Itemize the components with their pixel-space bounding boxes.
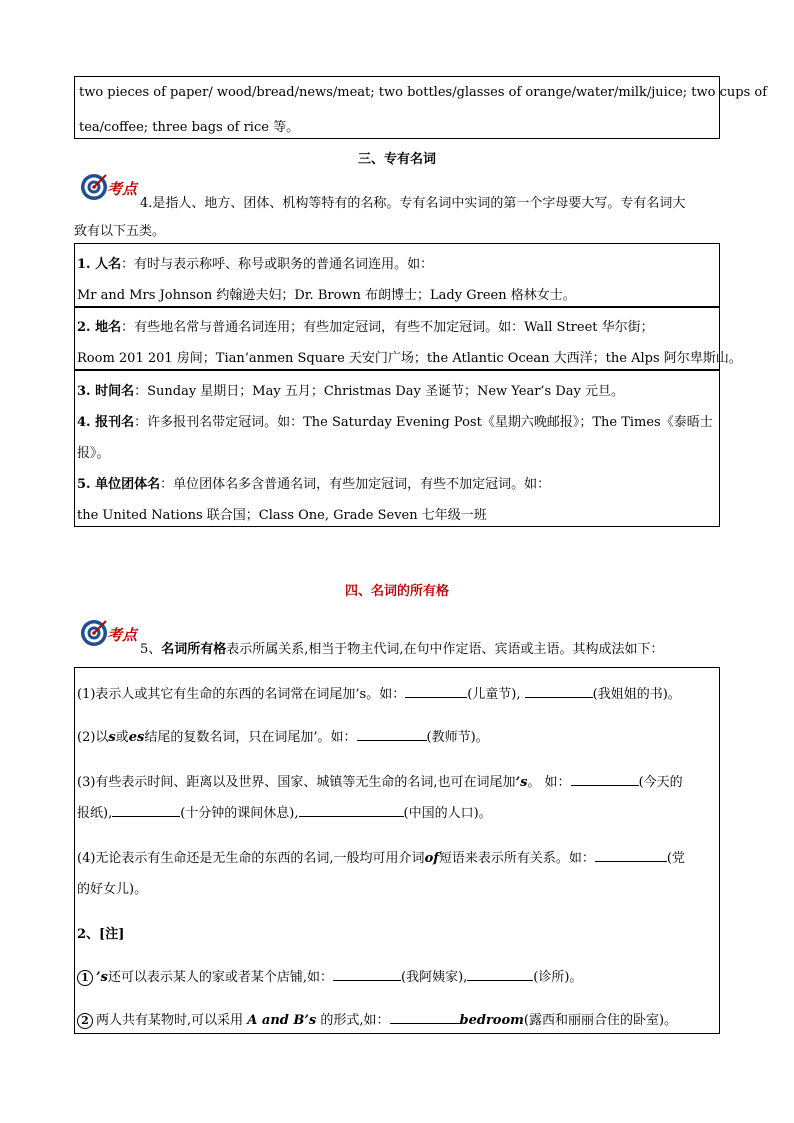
org-names-example: the United Nations 联合国；Class One, Grade Seven 七年级一班 bbox=[77, 508, 487, 523]
rule-3-mid: 。 如： bbox=[527, 775, 571, 790]
rule-3 bbox=[77, 771, 719, 790]
press-names-line bbox=[77, 411, 719, 430]
note-1-s: ’s bbox=[96, 970, 108, 985]
time-press-org-box bbox=[74, 370, 720, 527]
rule-1 bbox=[77, 683, 719, 702]
person-names-example: Mr and Mrs Johnson 约翰逊夫妇；Dr. Brown 布朗博士；Lady Green 格林女士。 bbox=[77, 288, 576, 303]
collective-examples-line1: two pieces of paper/ wood/bread/news/meat; two bottles/glasses of orange/water/milk/juice; two cups of bbox=[79, 85, 768, 100]
note-1 bbox=[77, 966, 719, 986]
place-names-label: 2. 地名 bbox=[77, 320, 122, 335]
person-names-label: 1. 人名 bbox=[77, 257, 122, 272]
possessive-intro-text: 表示所属关系,相当于物主代词,在句中作定语、宾语或主语。其构成法如下： bbox=[226, 642, 664, 657]
rule-2-or: 或 bbox=[115, 730, 129, 745]
rule-4-hint-1: (党 bbox=[666, 851, 685, 866]
rule-2-text: (2)以 bbox=[77, 730, 109, 745]
answer-blank[interactable] bbox=[299, 804, 404, 817]
rule-3-hint-1: (今天的 bbox=[638, 775, 683, 790]
rule-3-hint-3: (中国的人口)。 bbox=[403, 806, 492, 821]
place-names-example: Room 201 201 房间；Tian’anmen Square 天安门广场；the Atlantic Ocean 大西洋；the Alps 阿尔卑斯山。 bbox=[77, 351, 742, 366]
rule-4-of: of bbox=[424, 851, 439, 866]
place-names-line bbox=[77, 316, 719, 335]
rule-4 bbox=[77, 847, 719, 866]
note-heading: 2、[注] bbox=[77, 927, 125, 942]
note-2-mid: 的形式,如： bbox=[320, 1013, 390, 1028]
target-icon bbox=[79, 172, 109, 202]
person-names-line bbox=[77, 253, 719, 272]
rule-2 bbox=[77, 726, 719, 745]
time-names-text: ：Sunday 星期日；May 五月；Christmas Day 圣诞节；New Year’s Day 元旦。 bbox=[134, 384, 624, 399]
rule-3-text: (3)有些表示时间、距离以及世界、国家、城镇等无生命的名词,也可在词尾加 bbox=[77, 775, 516, 790]
possessive-intro-term: 名词所有格 bbox=[161, 642, 227, 657]
place-names-box bbox=[74, 307, 742, 370]
answer-blank[interactable] bbox=[390, 1011, 460, 1024]
rule-2-es: es bbox=[128, 730, 145, 745]
place-names-text: ：有些地名常与普通名词连用；有些加定冠词，有些不加定冠词。如：Wall Street 华尔街； bbox=[121, 320, 654, 335]
time-names-label: 3. 时间名 bbox=[77, 384, 135, 399]
note-1-text: 还可以表示某人的家或者某个店铺,如： bbox=[107, 970, 333, 985]
note-2-word: bedroom bbox=[459, 1013, 524, 1028]
kaodian-label: 考点 bbox=[107, 180, 138, 198]
answer-blank[interactable] bbox=[357, 728, 427, 741]
kaodian-badge-2 bbox=[79, 618, 141, 648]
rule-2-mid: 结尾的复数名词，只在词尾加’。如： bbox=[144, 730, 357, 745]
collective-examples-line2: tea/coffee; three bags of rice 等。 bbox=[79, 120, 300, 135]
note-1-hint-2: (诊所)。 bbox=[533, 970, 583, 985]
person-names-box bbox=[74, 243, 720, 307]
rule-3-line2 bbox=[77, 802, 719, 821]
answer-blank[interactable] bbox=[405, 685, 467, 698]
rule-2-s: s bbox=[108, 730, 116, 745]
circled-number-2: 2 bbox=[77, 1013, 93, 1029]
note-2-hint-1: (露西和丽丽合住的卧室)。 bbox=[523, 1013, 678, 1028]
rule-1-hint-1: (儿童节), bbox=[467, 687, 521, 702]
rule-1-text: (1)表示人或其它有生命的东西的名词常在词尾加’s。如： bbox=[77, 687, 406, 702]
note-2 bbox=[77, 1009, 719, 1029]
answer-blank[interactable] bbox=[333, 968, 401, 981]
target-icon bbox=[79, 618, 109, 648]
circled-number-1: 1 bbox=[77, 970, 93, 986]
note-1-hint-1: (我阿姨家), bbox=[401, 970, 468, 985]
kaodian-badge bbox=[79, 172, 141, 202]
proper-noun-intro-line1: 4.是指人、地方、团体、机构等特有的名称。专有名词中实词的第一个字母要大写。专有名词大 bbox=[140, 196, 686, 211]
rule-2-hint-1: (教师节)。 bbox=[426, 730, 489, 745]
proper-noun-intro-line2: 致有以下五类。 bbox=[74, 224, 166, 239]
press-names-line2: 报》。 bbox=[77, 446, 110, 461]
answer-blank[interactable] bbox=[571, 773, 639, 786]
possessive-intro-number: 5、 bbox=[140, 642, 162, 657]
section-3-title: 三、专有名词 bbox=[357, 152, 436, 167]
note-2-form: A and B’s bbox=[247, 1013, 317, 1028]
org-names-line bbox=[77, 473, 719, 492]
org-names-text: ：单位团体名多含普通名词，有些加定冠词，有些不加定冠词。如： bbox=[160, 477, 551, 492]
rule-4-line2: 的好女儿)。 bbox=[77, 882, 148, 897]
press-names-label: 4. 报刊名 bbox=[77, 415, 135, 430]
kaodian-label-2: 考点 bbox=[107, 626, 138, 644]
collective-examples-box bbox=[74, 76, 768, 139]
person-names-text: ：有时与表示称呼、称号或职务的普通名词连用。如： bbox=[121, 257, 434, 272]
answer-blank[interactable] bbox=[595, 849, 667, 862]
note-2-text: 两人共有某物时,可以采用 bbox=[96, 1013, 244, 1028]
answer-blank[interactable] bbox=[112, 804, 180, 817]
time-names-line bbox=[77, 380, 719, 399]
section-4-title: 四、名词的所有格 bbox=[344, 584, 449, 599]
rule-3-s: ’s bbox=[515, 775, 528, 790]
rule-4-text: (4)无论表示有生命还是无生命的东西的名词,一般均可用介词 bbox=[77, 851, 425, 866]
press-names-text: ：许多报刊名带定冠词。如：The Saturday Evening Post《星期六晚邮报》；The Times《泰晤士 bbox=[134, 415, 713, 430]
possessive-rules-box bbox=[74, 667, 720, 1034]
answer-blank[interactable] bbox=[467, 968, 533, 981]
answer-blank[interactable] bbox=[525, 685, 593, 698]
rule-4-mid: 短语来表示所有关系。如： bbox=[438, 851, 595, 866]
rule-1-hint-2: (我姐姐的书)。 bbox=[592, 687, 681, 702]
possessive-intro bbox=[140, 638, 664, 657]
rule-3-hint-2: (十分钟的课间休息), bbox=[180, 806, 299, 821]
rule-3-line2-text: 报纸), bbox=[77, 806, 113, 821]
org-names-label: 5. 单位团体名 bbox=[77, 477, 161, 492]
